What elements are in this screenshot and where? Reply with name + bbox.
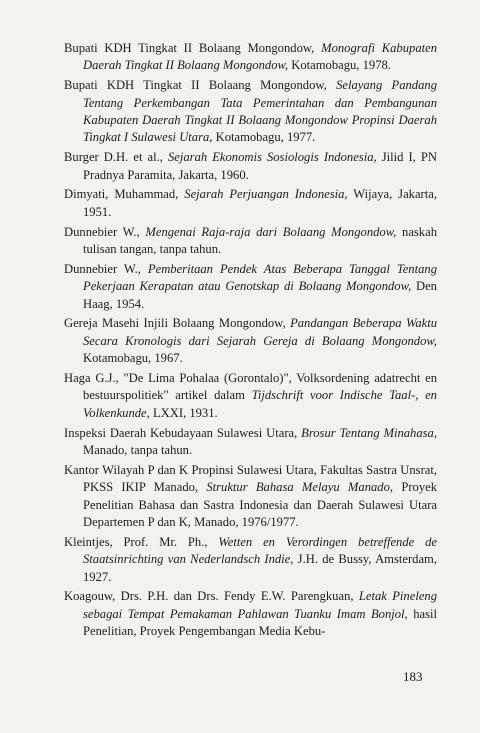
bibliography-entry: Koagouw, Drs. P.H. dan Drs. Fendy E.W. Parengkuan, Letak Pineleng sebagai Tempat Pemakaman Pahlawan Tuanku Imam Bonjol, hasil Penelitian, Proyek Pengembangan Media Kebu- bbox=[64, 589, 438, 639]
bibliography-entry: Burger D.H. et al., Sejarah Ekonomis Sosiologis Indonesia, Jilid I, PN Pradnya Paramita, Jakarta, 1960. bbox=[64, 150, 437, 182]
bibliography-entry: Haga G.J., "De Lima Pohalaa (Gorontalo)", Volksordening adatrecht en bestuurspolitiek" artikel dalam Tijdschrift voor Indische Taal-, en Volkenkunde, LXXI, 1931. bbox=[64, 371, 437, 420]
bibliography-entry: Dunnebier W., Mengenai Raja-raja dari Bolaang Mongondow, naskah tulisan tangan, tanpa tahun. bbox=[64, 224, 437, 257]
bibliography-entry: Dimyati, Muhammad, Sejarah Perjuangan Indonesia, Wijaya, Jakarta, 1951. bbox=[64, 187, 437, 219]
bibliography-entry: Kantor Wilayah P dan K Propinsi Sulawesi Utara, Fakultas Sastra Unsrat, PKSS IKIP Manado, Struktur Bahasa Melayu Manado, Proyek Penelitian Bahasa dan Sastra Indonesia dan Daerah Sulawesi Utara Departemen P dan K, Manado, 1976/1977. bbox=[64, 462, 437, 530]
bibliography-entry: Bupati KDH Tingkat II Bolaang Mongondow, Selayang Pandang Tentang Perkembangan Tata Pemerintahan dan Pembangunan Kabupaten Daerah Tingkat II Bolaang Mongondow Propinsi Daerah Tingkat I Sulawesi Utara, Kotamobagu, 1977. bbox=[64, 78, 437, 145]
bibliography-entry: Inspeksi Daerah Kebudayaan Sulawesi Utara, Brosur Tentang Minahasa, Manado, tanpa tahun. bbox=[64, 425, 437, 458]
bibliography-entry: Dunnebier W., Pemberitaan Pendek Atas Beberapa Tanggal Tentang Pekerjaan Kerapatan atau Genotskap di Bolaang Mongondow, Den Haag, 1954. bbox=[64, 261, 437, 311]
bibliography-entry: Gereja Masehi Injili Bolaang Mongondow, Pandangan Beberapa Waktu Secara Kronologis dari Sejarah Gereja di Bolaang Mongondow, Kotamobagu, 1967. bbox=[64, 316, 438, 366]
bibliography-list bbox=[64, 40, 437, 643]
bibliography-entry: Kleintjes, Prof. Mr. Ph., Wetten en Verordingen betreffende de Staatsinrichting van Nederlandsch Indie, J.H. de Bussy, Amsterdam, 1927. bbox=[64, 534, 437, 584]
bibliography-entry: Bupati KDH Tingkat II Bolaang Mongondow, Monografi Kabupaten Daerah Tingkat II Bolaang Mongondow, Kotamobagu, 1978. bbox=[64, 41, 437, 73]
page-number: 183 bbox=[403, 669, 423, 684]
